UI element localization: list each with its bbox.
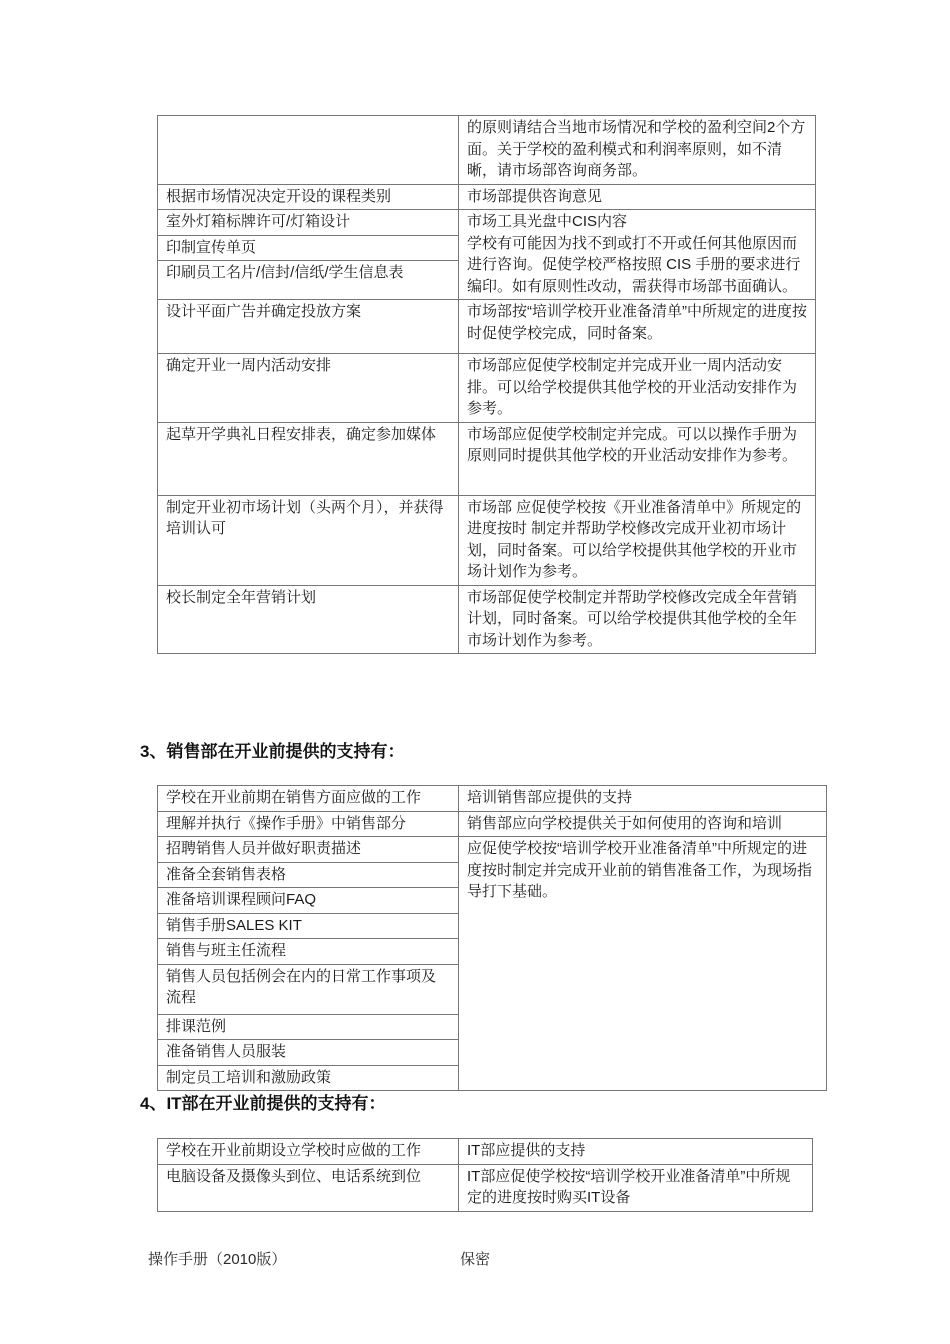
support-cell: 的原则请结合当地市场情况和学校的盈利空间2个方面。关于学校的盈利模式和利润率原则，如不清晰，请市场部咨询商务部。 — [459, 116, 816, 185]
table-row — [158, 837, 827, 863]
task-cell: 制定员工培训和激励政策 — [158, 1065, 459, 1091]
table-row — [158, 354, 816, 423]
task-cell: 制定开业初市场计划（头两个月），并获得培训认可 — [158, 495, 459, 585]
task-cell — [158, 116, 459, 185]
task-cell: 起草开学典礼日程安排表，确定参加媒体 — [158, 422, 459, 495]
section-heading-sales: 3、销售部在开业前提供的支持有： — [140, 742, 405, 761]
support-cell: 市场部促使学校制定并帮助学校修改完成全年营销计划，同时备案。可以给学校提供其他学校的全年市场计划作为参考。 — [459, 585, 816, 654]
table-row — [158, 210, 816, 236]
task-cell: 招聘销售人员并做好职责描述 — [158, 837, 459, 863]
section-heading-it: 4、IT部在开业前提供的支持有： — [140, 1094, 386, 1113]
support-paragraph: 市场工具光盘中CIS内容 — [467, 213, 628, 230]
task-cell: 学校在开业前期设立学校时应做的工作 — [158, 1139, 459, 1165]
task-cell: 印刷员工名片/信封/信纸/学生信息表 — [158, 261, 459, 300]
support-cell: 市场部应促使学校制定并完成开业一周内活动安排。可以给学校提供其他学校的开业活动安排作为参考。 — [459, 354, 816, 423]
table-row — [158, 811, 827, 837]
support-paragraph: 学校有可能因为找不到或打不开或任何其他原因而进行咨询。促使学校严格按照 CIS 手册的要求进行编印。如有原则性改动，需获得市场部书面确认。 — [467, 234, 801, 295]
task-cell: 根据市场情况决定开设的课程类别 — [158, 184, 459, 210]
table-row — [158, 495, 816, 585]
table-row — [158, 422, 816, 495]
task-cell: 电脑设备及摄像头到位、电话系统到位 — [158, 1164, 459, 1211]
task-cell: 销售手册SALES KIT — [158, 913, 459, 939]
table-row — [158, 116, 816, 185]
support-cell: 市场部按“培训学校开业准备清单”中所规定的进度按时促使学校完成，同时备案。 — [459, 300, 816, 354]
market-support-table — [157, 115, 816, 654]
footer-doc-title: 操作手册（2010版） — [148, 1251, 287, 1268]
support-cell: 销售部应向学校提供关于如何使用的咨询和培训 — [459, 811, 827, 837]
support-cell: IT部应提供的支持 — [459, 1139, 813, 1165]
table-row — [158, 585, 816, 654]
task-cell: 准备全套销售表格 — [158, 862, 459, 888]
task-cell: 准备培训课程顾问FAQ — [158, 888, 459, 914]
footer-confidential-label: 保密 — [460, 1251, 491, 1268]
task-cell: 销售与班主任流程 — [158, 939, 459, 965]
support-cell — [459, 210, 816, 300]
sales-support-table — [157, 785, 827, 1091]
support-cell: 市场部应促使学校制定并完成。可以以操作手册为原则同时提供其他学校的开业活动安排作为参考。 — [459, 422, 816, 495]
table-row — [158, 184, 816, 210]
task-cell: 校长制定全年营销计划 — [158, 585, 459, 654]
task-cell: 室外灯箱标牌许可/灯箱设计 — [158, 210, 459, 236]
task-cell: 印制宣传单页 — [158, 235, 459, 261]
task-cell: 确定开业一周内活动安排 — [158, 354, 459, 423]
table-row — [158, 300, 816, 354]
it-support-table — [157, 1138, 813, 1212]
task-cell: 准备销售人员服装 — [158, 1040, 459, 1066]
task-cell: 理解并执行《操作手册》中销售部分 — [158, 811, 459, 837]
task-cell: 学校在开业前期在销售方面应做的工作 — [158, 786, 459, 812]
task-cell: 排课范例 — [158, 1014, 459, 1040]
support-cell: 市场部提供咨询意见 — [459, 184, 816, 210]
task-cell: 设计平面广告并确定投放方案 — [158, 300, 459, 354]
table-row — [158, 786, 827, 812]
support-cell: 市场部 应促使学校按《开业准备清单中》所规定的进度按时 制定并帮助学校修改完成开业初市场计划，同时备案。可以给学校提供其他学校的开业市场计划作为参考。 — [459, 495, 816, 585]
table-row — [158, 1164, 813, 1211]
support-cell: IT部应促使学校按“培训学校开业准备清单”中所规定的进度按时购买IT设备 — [459, 1164, 813, 1211]
support-cell: 培训销售部应提供的支持 — [459, 786, 827, 812]
table-row — [158, 1139, 813, 1165]
support-cell: 应促使学校按“培训学校开业准备清单”中所规定的进度按时制定并完成开业前的销售准备工作，为现场指导打下基础。 — [459, 837, 827, 1091]
task-cell: 销售人员包括例会在内的日常工作事项及流程 — [158, 964, 459, 1014]
